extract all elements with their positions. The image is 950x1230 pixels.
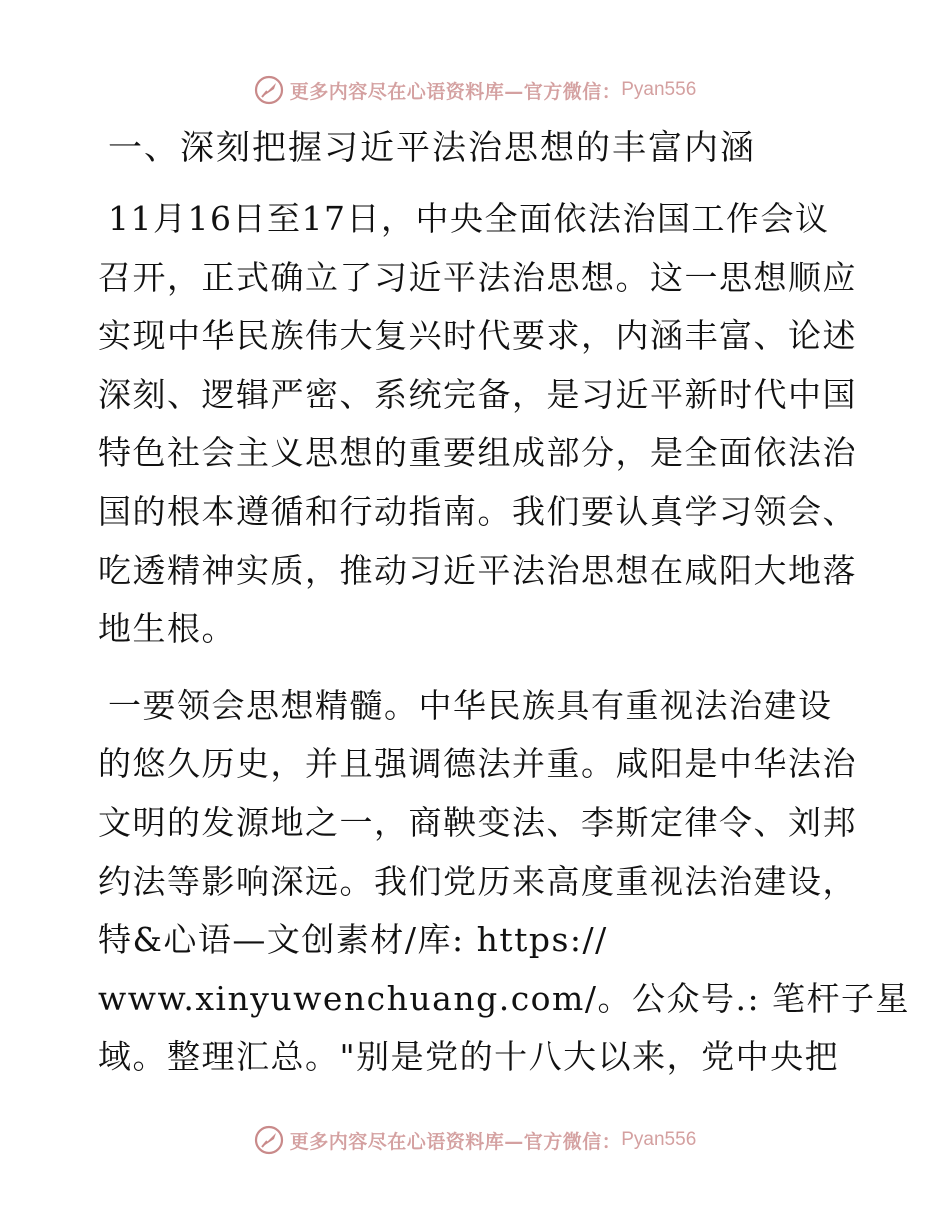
paragraph-line: 特色社会主义思想的重要组成部分，是全面依法治 xyxy=(98,433,857,473)
paragraph-line: 的悠久历史，并且强调德法并重。咸阳是中华法治 xyxy=(98,744,857,784)
paragraph-line: 国的根本遵循和行动指南。我们要认真学习领会、 xyxy=(98,491,857,531)
watermark-banner-bottom xyxy=(0,1120,950,1160)
paragraph-line: 地生根。 xyxy=(98,609,236,649)
paragraph-line: 一要领会思想精髓。中华民族具有重视法治建设 xyxy=(108,685,833,725)
paragraph-1 xyxy=(98,190,858,659)
paragraph-line: 深刻、逻辑严密、系统完备，是习近平新时代中国 xyxy=(98,374,857,414)
watermark-text: 更多内容尽在心语资料库—官方微信： xyxy=(289,80,622,103)
section-heading: 一、深刻把握习近平法治思想的丰富内涵 xyxy=(108,128,756,168)
paragraph-line: 文明的发源地之一，商鞅变法、李斯定律令、刘邦 xyxy=(98,802,857,842)
paragraph-line: 约法等影响深远。我们党历来高度重视法治建设， xyxy=(98,861,857,901)
paragraph-line: 召开，正式确立了习近平法治思想。这一思想顺应 xyxy=(98,257,857,297)
watermark-banner-top xyxy=(0,70,950,110)
watermark-wechat-id: Pyan556 xyxy=(621,1129,697,1150)
paragraph-line: 11月16日至17日，中央全面依法治国工作会议 xyxy=(108,199,830,238)
watermark-wechat-id: Pyan556 xyxy=(621,79,697,100)
paragraph-line: 域。整理汇总。"别是党的十八大以来，党中央把 xyxy=(98,1037,840,1077)
paragraph-line: www.xinyuwenchuang.com/。公众号.: 笔杆子星 xyxy=(98,978,911,1018)
paragraph-line: 吃透精神实质，推动习近平法治思想在咸阳大地落 xyxy=(98,550,857,590)
paragraph-line: 实现中华民族伟大复兴时代要求，内涵丰富、论述 xyxy=(98,316,857,356)
document-body xyxy=(98,120,911,1105)
quill-logo-icon xyxy=(254,75,284,105)
paragraph-line: 特&心语—文创素材/库: https:// xyxy=(98,920,608,960)
paragraph-2 xyxy=(98,677,911,1087)
quill-logo-icon xyxy=(254,1125,284,1155)
watermark-text: 更多内容尽在心语资料库—官方微信： xyxy=(289,1130,622,1153)
